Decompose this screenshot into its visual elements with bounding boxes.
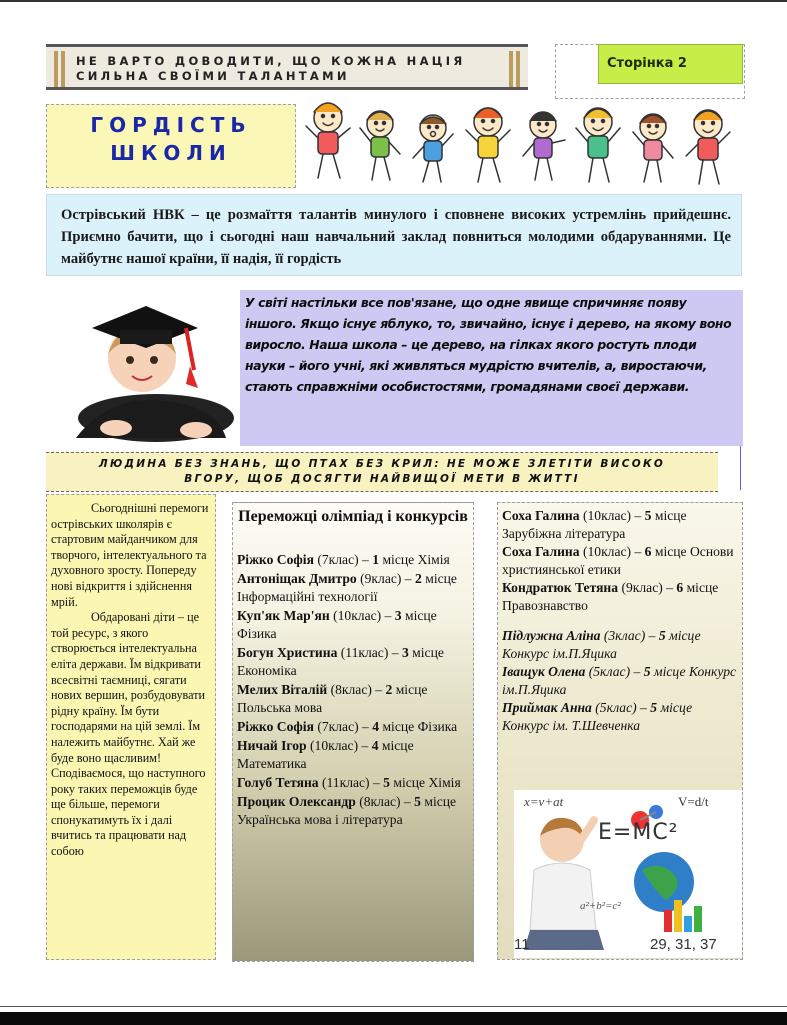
winner-name: Голуб Тетяна [237,775,319,790]
winner-place: 2 [385,682,393,697]
winner-subject: місце Фізика [237,608,437,641]
winner-subject: місце Конкурс ім.П.Яцика [502,628,701,661]
winner-place: 5 [643,664,651,679]
olympiad-entries-right [502,507,739,615]
left-paragraph-1: Сьогоднішні перемоги острівських школярів є стартовим майданчиком для творчого, інтелектуального та духовного зросту. Попереду нові відкриття і здійснення мрій. [51,501,209,609]
winner-entry [502,627,739,663]
winner-subject: місце Основи християнської етики [502,544,734,577]
winner-entry [502,543,739,579]
winner-name: Куп'як Мар'ян [237,608,330,623]
graduate-child-image [46,288,238,453]
winner-subject: місце Хімія [389,775,461,790]
winner-entry [237,774,467,792]
kid-figure-5 [523,112,565,180]
winner-entry [502,579,739,615]
winner-class: (11клас) – [318,775,384,790]
kid-figure-7 [633,114,673,182]
winner-entry [237,607,467,643]
winner-name: Мелих Віталій [237,682,328,697]
winner-place: 6 [676,580,684,595]
page-title [47,105,295,167]
kid-figure-6 [576,108,620,182]
intro-text: Острівський НВК – це розмаїття талантів минулого і сповнене високих устремлінь прийдешнє. Приємно бачити, що і сьогодні наш навчальний заклад повниться молодими обдаруваннями. Це майбутнє нашої країни, її надія, її гордість [61,207,731,267]
winner-subject: місце Українська мова і література [237,794,457,827]
title-box [46,104,296,188]
winner-class: (10клас) – [329,608,395,623]
science-numbers-label: 29, 31, 37 [650,936,717,953]
winner-entry [502,663,739,699]
motto-line-1: НЕ ВАРТО ДОВОДИТИ, ЩО КОЖНА НАЦІЯ [76,54,466,68]
winner-subject: місце Фізика [379,719,458,734]
winner-name: Богун Христина [237,645,338,660]
winner-class: (8клас) – [327,682,386,697]
kids-illustration [298,90,746,190]
motto-bar-left [54,51,58,87]
winner-name: Процик Олександр [237,794,356,809]
winner-place: 6 [644,544,652,559]
winner-class: (10клас) – [579,508,645,523]
winner-place: 5 [414,794,421,809]
winner-place: 1 [372,552,380,567]
school-metaphor-box [240,290,743,446]
winner-name: Приймак Анна [502,700,592,715]
motto-bar-right-2 [516,51,520,87]
winner-class: (5клас) – [585,664,644,679]
winner-subject: місце Математика [237,738,414,771]
winner-place: 4 [371,738,379,753]
winner-place: 5 [383,775,390,790]
winner-class: (7клас) – [313,552,373,567]
science-top-formula: x=v+at [524,794,564,809]
winner-entry [237,793,467,829]
winner-name: Ріжко Софія [237,719,314,734]
winner-class: (3клас) – [600,628,659,643]
winner-class: (5клас) – [591,700,651,715]
motto-bar-left-2 [61,51,65,87]
motto-line-2: СИЛЬНА СВОЇМИ ТАЛАНТАМИ [76,69,350,83]
winner-entry [502,699,739,735]
winner-entry [237,737,467,773]
winner-class: (9клас) – [618,580,677,595]
left-column [46,494,216,960]
winner-subject: місце Польська мова [237,682,428,715]
winner-subject: місце Правознавство [502,580,719,613]
winner-class: (9клас) – [356,571,416,586]
left-paragraph-2: Обдаровані діти – це той ресурс, з якого створюється інтелектуальна еліта держави. Їм відкривати всесвітні таємниці, сягати нових вершин, розбудовувати рідну країну. Їм бути господарями на цій землі. Їм належить майбутнє. Хай же буде воно щасливим! Сподіваємося, що наступного року таких переможців буде ще більше, перемоги спонукатимуть їх і далі вчитись та працювати над собою [51,610,206,859]
motto-text [76,54,466,84]
winner-subject: місце Економіка [237,645,444,678]
winner-entry [237,681,467,717]
winner-place: 4 [372,719,380,734]
proverb-banner [46,452,718,492]
winner-subject: місце Інформаційні технології [237,571,457,604]
kid-figure-4 [466,108,510,182]
winner-class: (7клас) – [313,719,373,734]
bottom-band [0,1012,787,1025]
winner-subject: місце Конкурс ім.П.Яцика [502,664,737,697]
science-velocity-formula: V=d/t [678,794,709,809]
winner-name: Соха Галина [502,508,580,523]
winner-name: Ріжко Софія [237,552,314,567]
winner-entry [237,644,467,680]
winner-class: (11клас) – [337,645,402,660]
title-line-2: ШКОЛИ [110,141,232,165]
winner-entry [237,551,467,569]
science-left-number: 11 [514,936,530,953]
school-metaphor-text: У світі настільки все пов'язане, що одне явище спричиняє появу іншого. Якщо існує яблуко, то, звичайно, існує і дерево, на якому воно виросло. Наша школа – це дерево, на гілках якого ростуть плоди науки – його учні, які живляться мудрістю вчителів, а, виростаючи, стають справжніми особистостями, громадянами своєї держави. [245,295,732,394]
winner-class: (8клас) – [355,794,415,809]
motto-banner [46,44,528,90]
winner-place: 5 [644,508,652,523]
kid-figure-3 [413,115,453,182]
winners-list-right [502,507,739,735]
winner-entry [237,718,467,736]
winner-place: 5 [650,700,658,715]
winner-name: Антоніщак Дмитро [237,571,357,586]
winners-title: Переможці олімпіад і конкурсів [238,508,468,525]
winner-subject: місце Конкурс ім. Т.Шевченка [502,700,693,733]
science-formula-label: E=MC² [598,820,679,845]
winner-place: 5 [658,628,666,643]
frame-line [740,446,741,490]
winner-place: 3 [401,645,409,660]
winner-name: Кондратюк Тетяна [502,580,619,595]
kid-figure-8 [686,110,730,184]
winner-name: Соха Галина [502,544,580,559]
title-line-1: ГОРДІСТЬ [90,113,252,137]
winner-entry [502,507,739,543]
winner-name: Іващук Олена [502,664,586,679]
winner-entry [237,570,467,606]
winner-place: 2 [415,571,422,586]
bottom-border-line [0,1006,787,1007]
intro-box [46,194,742,276]
winner-place: 3 [394,608,402,623]
winners-column [232,502,474,962]
winner-name: Підлужна Аліна [502,628,601,643]
top-border-line [0,0,787,2]
proverb-line-2: ВГОРУ, ЩОБ ДОСЯГТИ НАЙВИЩОЇ МЕТИ В ЖИТТІ [184,473,580,485]
science-child-image [514,790,742,958]
winner-name: Ничай Ігор [237,738,307,753]
science-sum-formula: a²+b²=c² [580,900,621,912]
kid-figure-1 [306,103,350,178]
winner-subject: місце Хімія [379,552,450,567]
proverb-line-1: ЛЮДИНА БЕЗ ЗНАНЬ, ЩО ПТАХ БЕЗ КРИЛ: НЕ МОЖЕ ЗЛЕТІТИ ВИСОКО [98,458,666,470]
contest-entries [502,627,739,735]
winner-subject: місце Зарубіжна література [502,508,687,541]
winners-list [237,551,467,830]
proverb-text [46,457,718,487]
winner-class: (10клас) – [306,738,372,753]
motto-bar-right [509,51,513,87]
page-number-label: Сторінка 2 [598,44,743,84]
winner-class: (10клас) – [579,544,645,559]
kid-figure-2 [360,111,400,180]
left-column-text [51,501,212,860]
